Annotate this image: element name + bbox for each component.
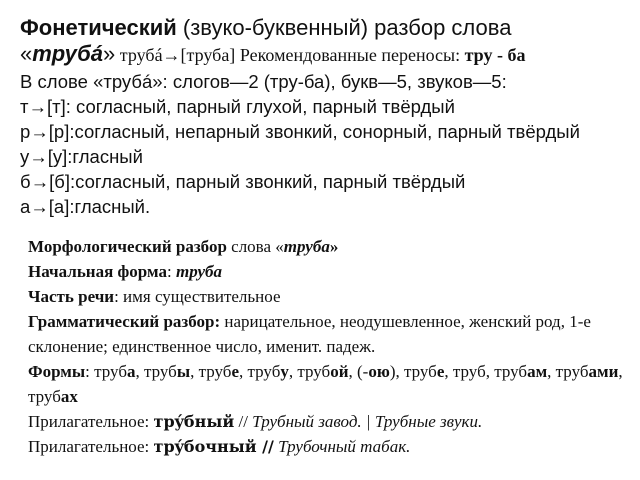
form-ending: ой bbox=[330, 362, 349, 381]
forms-label: Формы bbox=[28, 362, 86, 381]
phonetic-heading bbox=[20, 14, 632, 41]
morph-title-bold: Морфологический разбор bbox=[28, 237, 227, 256]
form-stem: труб bbox=[555, 362, 589, 381]
morph-title-word: труба bbox=[283, 237, 330, 256]
forms-list bbox=[28, 362, 623, 406]
grammar-value: нарицательное, неодушевленное, женский род, 1-е склонение; единственное число, именит. падеж. bbox=[28, 312, 591, 356]
form-separator: , (- bbox=[348, 362, 369, 381]
hyphen-label: Рекомендованные переносы: bbox=[235, 45, 465, 65]
letter-r: р→[р]:согласный, непарный звонкий, сонорный, парный твёрдый bbox=[20, 121, 580, 142]
form-ending: ы bbox=[176, 362, 191, 381]
morph-title bbox=[28, 234, 632, 259]
summary-line: В слове «трубá»: слогов—2 (тру-ба), букв—5, звуков—5: bbox=[20, 71, 507, 92]
forms-colon: : bbox=[85, 362, 95, 381]
morph-title-end: » bbox=[329, 237, 339, 256]
form-ending: а bbox=[126, 362, 136, 381]
hyphenation: тру - ба bbox=[464, 45, 526, 65]
form-separator: , bbox=[239, 362, 248, 381]
adj1-label: Прилагательное: bbox=[28, 412, 154, 431]
adj2-examples: Трубочный табак. bbox=[278, 437, 411, 456]
form-stem: труб bbox=[198, 362, 232, 381]
form-stem: труб bbox=[297, 362, 331, 381]
form-stem: труб bbox=[28, 387, 61, 406]
form-separator: , bbox=[190, 362, 199, 381]
initial-form bbox=[28, 259, 632, 284]
adj1-examples: Трубный завод. | Трубные звуки. bbox=[252, 412, 483, 431]
form-separator: , труб, bbox=[444, 362, 495, 381]
pos-value: : имя существительное bbox=[114, 287, 281, 306]
form-separator: ), bbox=[389, 362, 404, 381]
form-separator: , bbox=[288, 362, 298, 381]
form-ending: ах bbox=[60, 387, 78, 406]
phonetic-heading-rest: (звуко-буквенный) разбор слова bbox=[176, 15, 512, 40]
form-ending: е bbox=[231, 362, 239, 381]
adjective-1 bbox=[28, 409, 632, 434]
adjective-2 bbox=[28, 434, 632, 459]
target-word: трубá bbox=[32, 41, 104, 66]
form-separator: , bbox=[135, 362, 144, 381]
pos-label: Часть речи bbox=[28, 287, 115, 306]
initial-form-colon: : bbox=[166, 262, 176, 281]
form-stem: труб bbox=[494, 362, 528, 381]
morphology-section bbox=[28, 234, 632, 459]
phonetic-heading-bold: Фонетический bbox=[20, 15, 177, 40]
word-line bbox=[20, 41, 632, 69]
word-forms bbox=[28, 359, 632, 409]
form-stem: труб bbox=[143, 362, 177, 381]
form-ending: ою bbox=[368, 362, 390, 381]
morph-title-rest: слова « bbox=[226, 237, 284, 256]
grammar-analysis bbox=[28, 309, 632, 359]
adj1-word: трýбный bbox=[153, 412, 235, 431]
form-stem: труб bbox=[94, 362, 127, 381]
transcription: трубá→[труба] bbox=[115, 45, 236, 65]
form-stem: труб bbox=[247, 362, 281, 381]
form-ending: у bbox=[280, 362, 289, 381]
letter-u: у→[у]:гласный bbox=[20, 146, 143, 167]
adj1-sep: // bbox=[234, 412, 253, 431]
adj2-label: Прилагательное: bbox=[28, 437, 154, 456]
form-separator: , bbox=[547, 362, 556, 381]
form-ending: ам bbox=[527, 362, 548, 381]
part-of-speech bbox=[28, 284, 632, 309]
form-ending: е bbox=[436, 362, 445, 381]
adj2-word: трýбочный // bbox=[153, 437, 274, 456]
letter-b: б→[б]:согласный, парный звонкий, парный твёрдый bbox=[20, 171, 466, 192]
form-separator: , bbox=[618, 362, 623, 381]
letter-t: т→[т]: согласный, парный глухой, парный твёрдый bbox=[20, 96, 455, 117]
phonetic-section bbox=[20, 14, 632, 219]
letter-a: а→[а]:гласный. bbox=[20, 196, 151, 217]
form-stem: труб bbox=[403, 362, 437, 381]
quote-close: » bbox=[103, 41, 116, 66]
initial-form-value: труба bbox=[175, 262, 222, 281]
grammar-label: Грамматический разбор: bbox=[28, 312, 221, 331]
initial-form-label: Начальная форма bbox=[28, 262, 167, 281]
quote-open: « bbox=[20, 41, 33, 66]
form-ending: ами bbox=[588, 362, 619, 381]
